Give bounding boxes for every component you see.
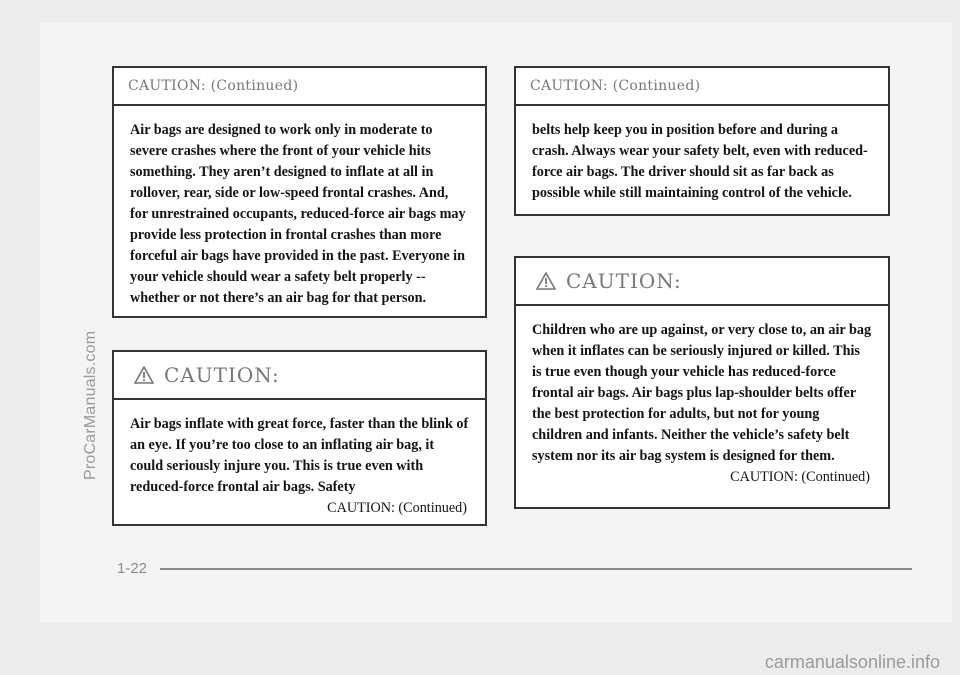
bottom-watermark: carmanualsonline.info [764,652,940,672]
caution-box-left-bottom [112,350,487,526]
footer-rule [160,568,912,570]
caution-header-label: CAUTION: [566,269,682,293]
caution-header [516,258,888,306]
caution-body-text: belts help keep you in position before and during a crash. Always wear your safety belt, even with reduced-force air bags. The driver should sit as far back as possible while still maintaining control of the vehicle. [532,122,868,201]
caution-continued-label: CAUTION: (Continued) [327,500,467,516]
caution-body-text: Air bags are designed to work only in moderate to severe crashes where the front of your vehicle hits something. They aren’t designed to inflate at all in rollover, rear, side or low-speed frontal crashes. And, for unrestrained occupants, reduced-force air bags may provide less protection in frontal crashes than more forceful air bags have provided in the past. Everyone in your vehicle should wear a safety belt properly -- whether or not there’s an air bag for that person. [130,122,466,306]
caution-box-right-bottom [514,256,890,509]
warning-triangle-icon [134,366,154,384]
side-watermark: ProCarManuals.com [82,330,99,480]
caution-paragraph: Children who are up against, or very close to, an air bag when it inflates can be seriously injured or killed. This is true even though your vehicle has reduced-force frontal air bags. Air bags plus lap-shoulder belts offer the best protection for adults, but not for young children and infants. Neither the vehicle’s safety belt system nor its air bag system is designed for them. [532,322,872,464]
caution-box-right-top [514,66,890,216]
caution-header-label: CAUTION: [164,363,280,387]
caution-header-continued: CAUTION: (Continued) [114,68,485,106]
caution-body-text [114,400,485,529]
caution-header [114,352,485,400]
caution-continued-label: CAUTION: (Continued) [730,469,870,485]
warning-triangle-icon [536,272,556,290]
caution-body-text [516,306,888,498]
page-number: 1-22 [117,560,148,577]
caution-paragraph: Air bags inflate with great force, faster than the blink of an eye. If you’re too close to an inflating air bag, it could seriously injure you. This is true even with reduced-force frontal air bags. Safety [130,416,469,495]
caution-box-left-top [112,66,487,318]
caution-header-continued: CAUTION: (Continued) [516,68,888,106]
